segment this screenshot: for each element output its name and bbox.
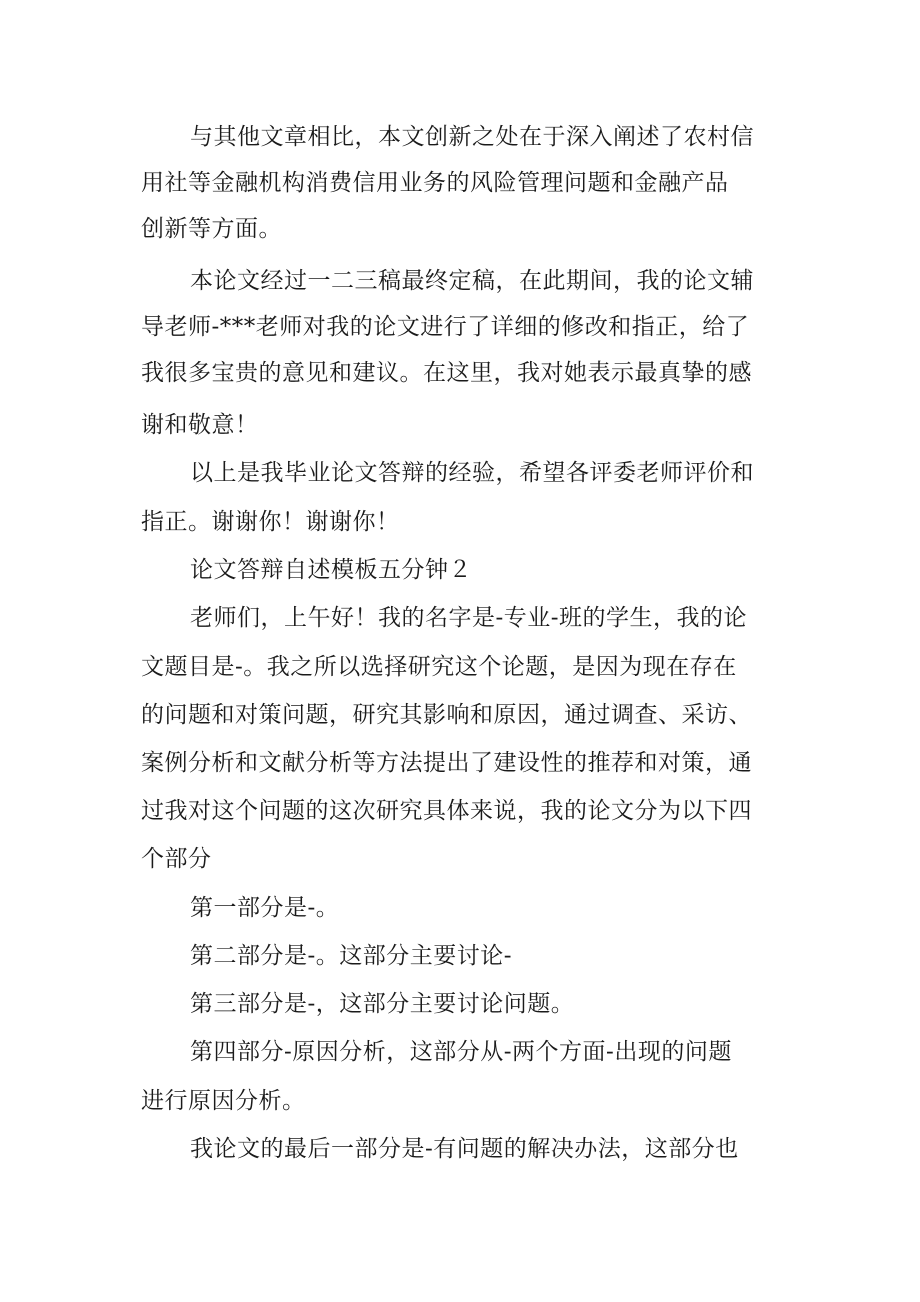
text-line: 进行原因分析。	[141, 1088, 306, 1114]
text-line: 第三部分是-，这部分主要讨论问题。	[190, 991, 575, 1017]
text-line: 创新等方面。	[141, 216, 282, 242]
text-line: 本论文经过一二三稿最终定稿，在此期间，我的论文辅	[190, 268, 754, 294]
text-line: 的问题和对策问题，研究其影响和原因，通过调查、采访、	[141, 702, 752, 728]
text-line: 第一部分是-。	[190, 895, 340, 921]
text-line: 与其他文章相比，本文创新之处在于深入阐述了农村信	[190, 124, 754, 150]
text-line: 指正。谢谢你！谢谢你！	[141, 509, 400, 535]
text-line: 以上是我毕业论文答辩的经验，希望各评委老师评价和	[190, 460, 754, 486]
section-heading: 论文答辩自述模板五分钟２	[190, 557, 472, 583]
text-line: 我很多宝贵的意见和建议。在这里，我对她表示最真挚的感	[141, 360, 752, 386]
text-line: 第四部分-原因分析，这部分从-两个方面-出现的问题	[190, 1039, 732, 1065]
text-line: 案例分析和文献分析等方法提出了建设性的推荐和对策，通	[141, 750, 752, 776]
text-line: 过我对这个问题的这次研究具体来说，我的论文分为以下四	[141, 798, 752, 824]
text-line: 个部分	[141, 846, 212, 872]
text-line: 我论文的最后一部分是-有问题的解决办法，这部分也	[190, 1136, 739, 1162]
text-line: 第二部分是-。这部分主要讨论-	[190, 943, 513, 969]
text-line: 老师们，上午好！我的名字是-专业-班的学生，我的论	[190, 605, 748, 631]
text-line: 文题目是-。我之所以选择研究这个论题，是因为现在存在	[141, 654, 737, 680]
text-line: 用社等金融机构消费信用业务的风险管理问题和金融产品	[141, 170, 729, 196]
text-line: 谢和敬意！	[141, 412, 259, 438]
text-line: 导老师-***老师对我的论文进行了详细的修改和指正，给了	[141, 314, 750, 340]
